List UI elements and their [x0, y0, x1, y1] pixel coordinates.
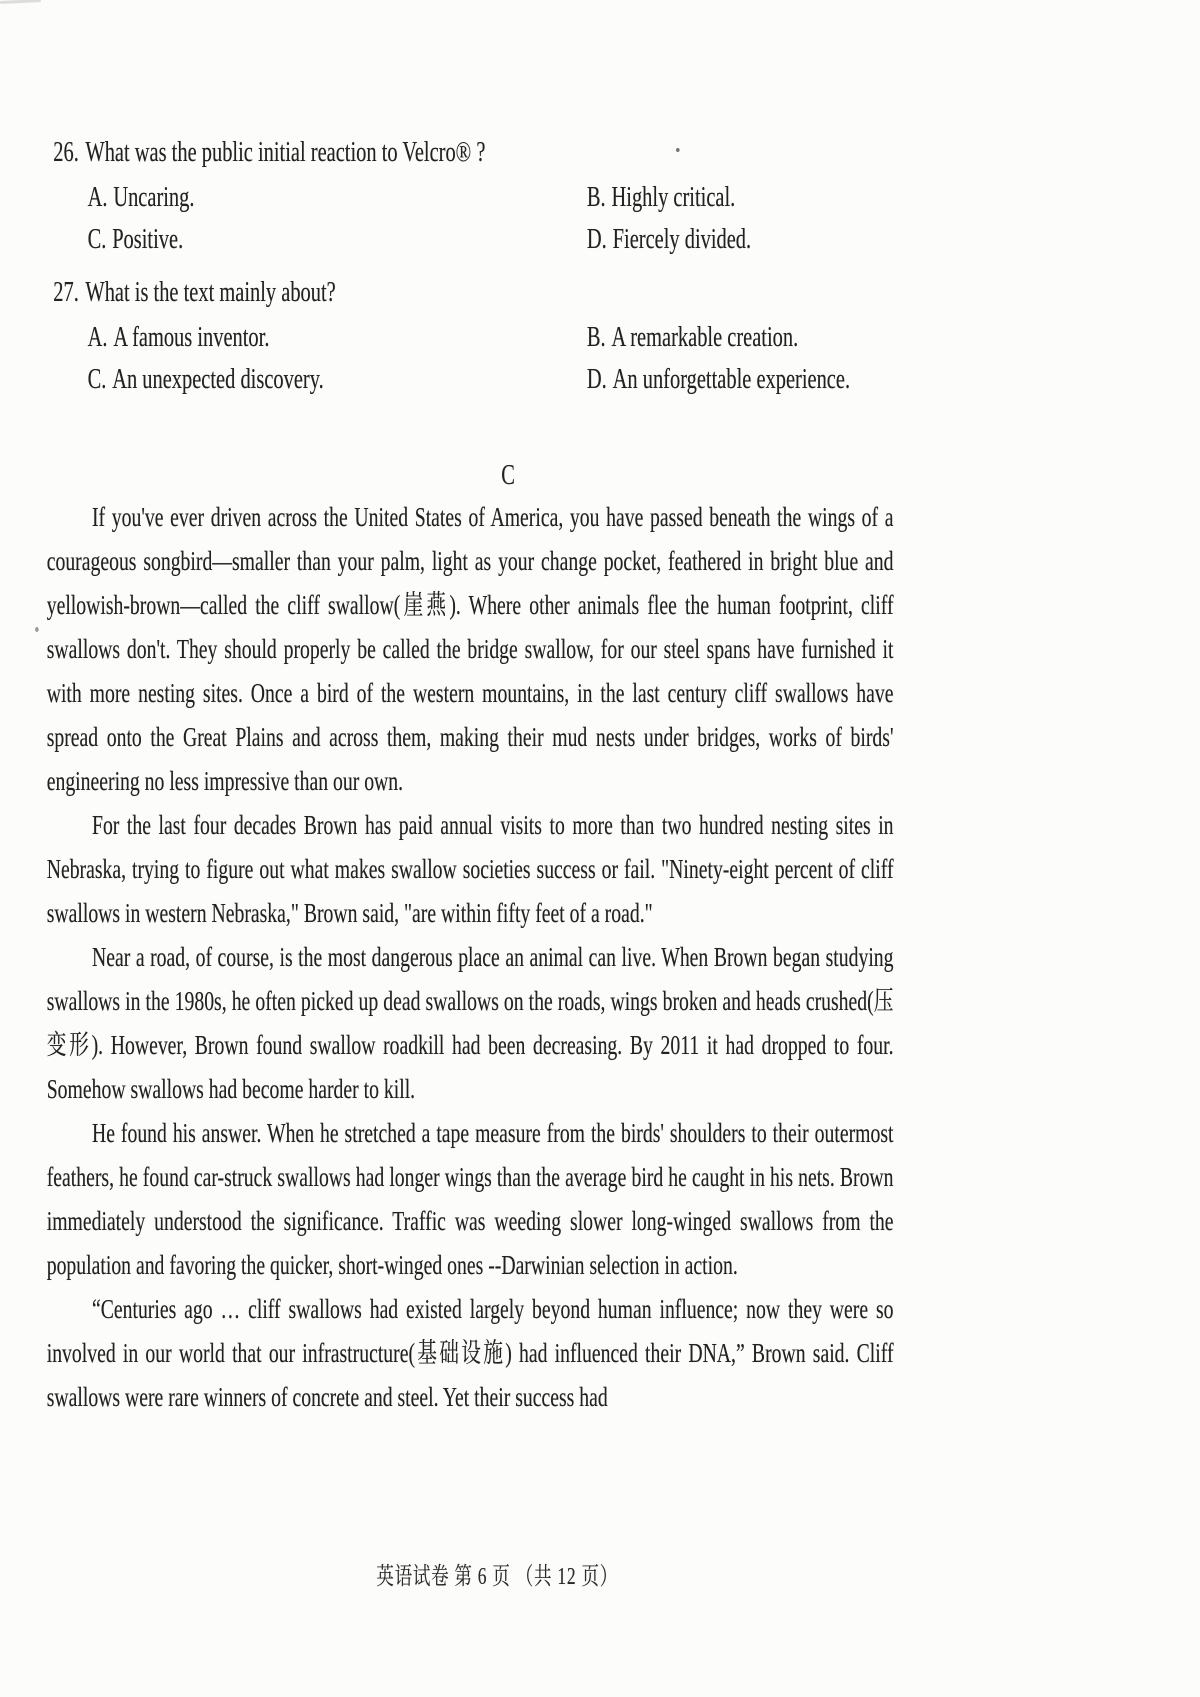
option-label: D. — [586, 364, 607, 395]
option-label: D. — [586, 224, 607, 255]
question-26 — [53, 135, 485, 171]
question-27-options-row-2 — [88, 362, 850, 398]
scan-speck — [35, 627, 39, 632]
option-text: An unexpected discovery. — [112, 364, 324, 395]
question-number: 26. — [53, 137, 79, 168]
option-text: Positive. — [112, 224, 184, 255]
option-label: A. — [87, 182, 108, 213]
question-27 — [53, 275, 335, 311]
question-26-option-d — [587, 222, 751, 258]
passage-paragraph-2: For the last four decades Brown has paid annual visits to more than two hundred nesting sites in Nebraska, trying to figure out what makes swallow societies success or fail. "Ninety-eight percent of cliff swallows in western Nebraska," Brown said, "are within fifty feet of a road." — [46, 810, 894, 928]
option-text: A famous inventor. — [113, 322, 270, 353]
question-27-option-a — [88, 320, 587, 356]
question-26-options-row-2 — [88, 222, 752, 258]
section-heading-c: C — [501, 460, 515, 491]
option-text: Uncaring. — [113, 182, 195, 213]
option-text: Highly critical. — [611, 182, 736, 213]
option-label: B. — [586, 322, 606, 353]
option-label: B. — [586, 182, 606, 213]
question-27-option-d — [587, 362, 850, 398]
scan-smudge — [0, 0, 41, 4]
passage-paragraph-5: “Centuries ago … cliff swallows had existed largely beyond human influence; now they were so involved in our world that our infrastructure(基础设施) had influenced their DNA,” Brown said. Cliff swallows were rare winners of concrete and steel. Yet their success had — [46, 1294, 894, 1412]
question-number: 27. — [53, 277, 79, 308]
passage-paragraph-4: He found his answer. When he stretched a tape measure from the birds' shoulders to their outermost feathers, he found car-struck swallows had longer wings than the average bird he caught in his nets. Brown immediately understood the significance. Traffic was weeding slower long-winged swallows from the population and favoring the quicker, short-winged ones --Darwinian selection in action. — [46, 1118, 894, 1280]
option-text: A remarkable creation. — [611, 322, 799, 353]
passage-paragraph-1: If you've ever driven across the United States of America, you have passed beneath the wings of a courageous songbird—smaller than your palm, light as your change pocket, feathered in bright blue and yellowish-brown—called the cliff swallow(崖燕). Where other animals flee the human footprint, cliff swallows don't. They should properly be called the bridge swallow, for our steel spans have furnished it with more nesting sites. Once a bird of the western mountains, in the last century cliff swallows have spread onto the Great Plains and across them, making their mud nests under bridges, works of birds' engineering no less impressive than our own. — [46, 502, 894, 796]
option-label: C. — [87, 364, 107, 395]
question-27-option-c — [88, 362, 587, 398]
page-footer: 英语试卷 第 6 页 （共 12 页） — [376, 1564, 618, 1590]
question-text: What was the public initial reaction to Velcro® ? — [85, 137, 486, 168]
passage-paragraph-3: Near a road, of course, is the most dangerous place an animal can live. When Brown began studying swallows in the 1980s, he often picked up dead swallows on the roads, wings broken and heads crushed(压变形). However, Brown found swallow roadkill had been decreasing. By 2011 it had dropped to four. Somehow swallows had become harder to kill. — [46, 942, 894, 1104]
scan-speck — [676, 148, 680, 152]
question-26-option-b — [587, 180, 735, 216]
question-26-options-row-1 — [88, 180, 736, 216]
question-27-options-row-1 — [88, 320, 799, 356]
question-26-option-c — [88, 222, 587, 258]
question-text: What is the text mainly about? — [85, 277, 336, 308]
question-27-option-b — [587, 320, 798, 356]
option-label: C. — [87, 224, 107, 255]
option-label: A. — [87, 322, 108, 353]
reading-passage — [47, 495, 894, 1419]
option-text: Fiercely divided. — [612, 224, 752, 255]
question-26-option-a — [88, 180, 587, 216]
option-text: An unforgettable experience. — [612, 364, 851, 395]
